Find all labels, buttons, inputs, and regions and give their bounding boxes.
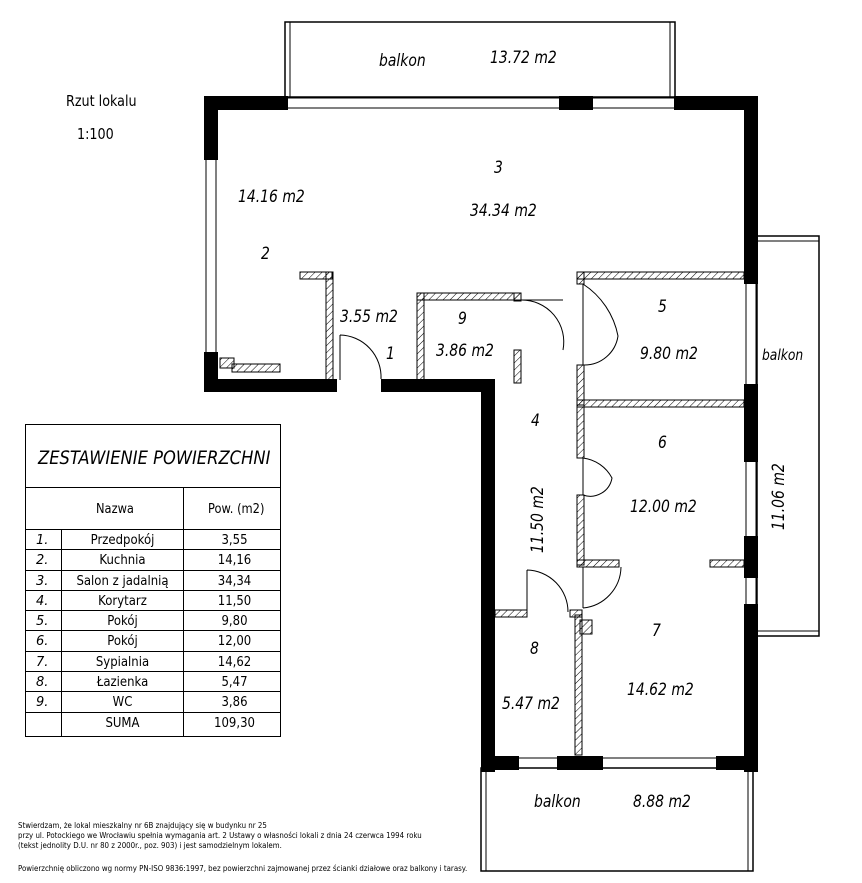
room-number-2: 2 (261, 244, 270, 264)
note-line-4: Powierzchnię obliczono wg normy PN-ISO 9836:1997, bez powierzchni zajmowanej przez ścianki działowe oraz balkony i tarasy. (18, 863, 468, 873)
room-area-9: 3.86 m2 (436, 341, 494, 361)
room-number-8: 8 (530, 639, 539, 659)
room-area-5: 9.80 m2 (640, 344, 698, 364)
balcony-right (757, 236, 819, 636)
table-row: 6. Pokój 12,00 (26, 631, 280, 651)
balcony-top-label: balkon (379, 51, 426, 71)
note-line-2: przy ul. Potockiego we Wrocławiu spełnia wymagania art. 2 Ustawy o własności lokali z dnia 24 czerwca 1994 roku (18, 830, 422, 840)
header-area: Pow. (m2) (208, 502, 265, 517)
room-number-3: 3 (494, 158, 503, 178)
note-line-1: Stwierdzam, że lokal mieszkalny nr 6B znajdujący się w budynku nr 25 (18, 820, 267, 830)
room-number-7: 7 (652, 621, 661, 641)
balcony-right-area: 11.06 m2 (769, 463, 789, 530)
table-body (26, 530, 280, 733)
balcony-top (285, 22, 675, 97)
room-area-1: 3.55 m2 (340, 307, 398, 327)
room-area-7: 14.62 m2 (627, 680, 694, 700)
table-row: 1. Przedpokój 3,55 (26, 530, 280, 550)
table-row: 4. Korytarz 11,50 (26, 591, 280, 611)
note-line-3: (tekst jednolity D.U. nr 80 z 2000r., poz. 903) i jest samodzielnym lokalem. (18, 840, 282, 850)
table-row: 5. Pokój 9,80 (26, 611, 280, 631)
balcony-bottom-label: balkon (534, 792, 581, 812)
table-header-row (26, 488, 280, 530)
header-name: Nazwa (96, 502, 134, 517)
table-row: 7. Sypialnia 14,62 (26, 652, 280, 672)
table-row: 2. Kuchnia 14,16 (26, 550, 280, 570)
room-area-6: 12.00 m2 (630, 497, 697, 517)
balcony-top-area: 13.72 m2 (490, 48, 557, 68)
table-row: 3. Salon z jadalnią 34,34 (26, 571, 280, 591)
area-summary-table (25, 424, 281, 737)
balcony-bottom-area: 8.88 m2 (633, 792, 691, 812)
table-row: 9. WC 3,86 (26, 692, 280, 712)
room-number-9: 9 (458, 309, 467, 329)
table-row-total: SUMA 109,30 (105, 715, 255, 731)
plan-scale: 1:100 (77, 125, 114, 143)
room-area-3: 34.34 m2 (470, 201, 537, 221)
plan-title: Rzut lokalu (66, 92, 137, 110)
room-area-4: 11.50 m2 (528, 486, 548, 553)
room-number-5: 5 (658, 297, 667, 317)
room-number-4: 4 (531, 411, 540, 431)
room-area-2: 14.16 m2 (238, 187, 305, 207)
room-number-1: 1 (386, 344, 395, 364)
table-row: 8. Łazienka 5,47 (26, 672, 280, 692)
room-area-8: 5.47 m2 (502, 694, 560, 714)
balcony-right-label: balkon (762, 346, 804, 364)
table-title: ZESTAWIENIE POWIERZCHNI (38, 447, 271, 469)
room-number-6: 6 (658, 433, 667, 453)
balcony-bottom (481, 768, 753, 871)
table-title-row (26, 425, 280, 488)
